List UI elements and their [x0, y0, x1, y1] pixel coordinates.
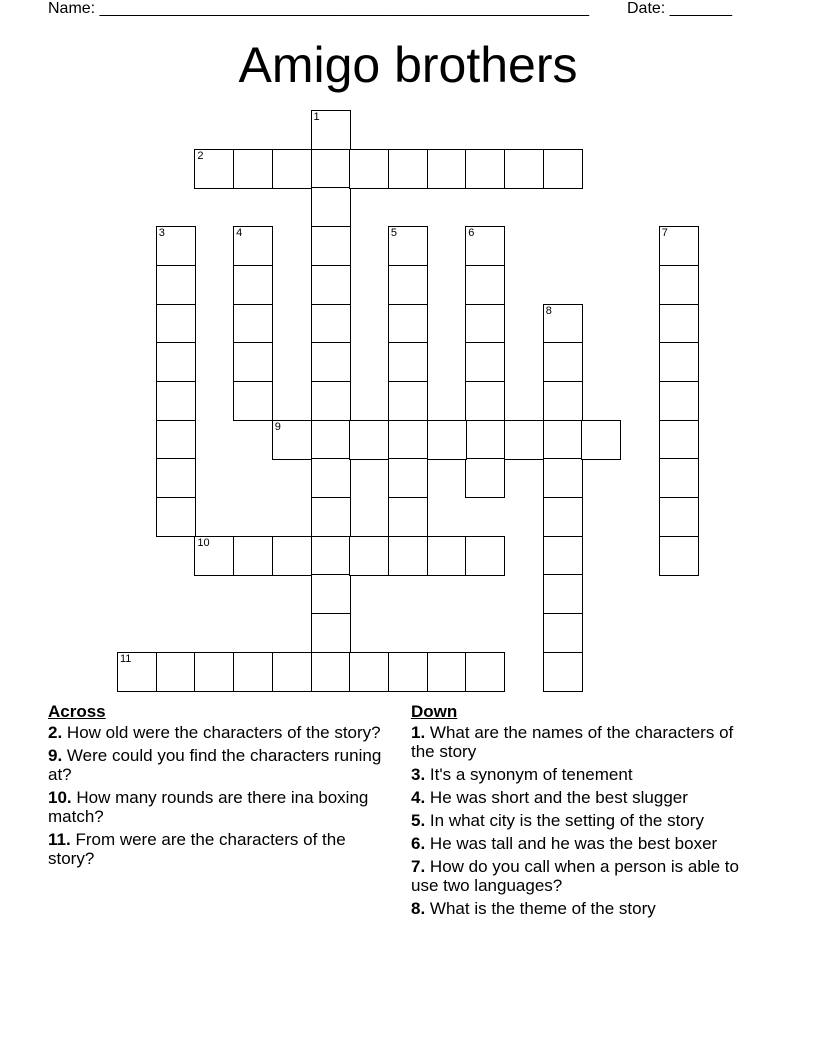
crossword-cell[interactable]: [659, 342, 699, 382]
across-clue: [48, 830, 393, 868]
cell-number: 10: [197, 536, 210, 549]
crossword-cell[interactable]: [272, 652, 312, 692]
crossword-cell[interactable]: [543, 420, 583, 460]
clue-text: He was tall and he was the best boxer: [429, 834, 718, 853]
crossword-cell[interactable]: [504, 420, 544, 460]
crossword-cell[interactable]: [156, 458, 196, 498]
crossword-cell[interactable]: [388, 458, 428, 498]
down-clue: [411, 788, 756, 807]
crossword-cell[interactable]: [388, 342, 428, 382]
crossword-cell[interactable]: [272, 536, 312, 576]
crossword-cell[interactable]: [388, 149, 428, 189]
clue-number: 11.: [48, 830, 71, 849]
crossword-cell[interactable]: [311, 342, 351, 382]
crossword-cell[interactable]: [272, 420, 312, 460]
crossword-cell[interactable]: [194, 149, 234, 189]
across-clue-list: [48, 723, 393, 868]
crossword-cell[interactable]: [349, 536, 389, 576]
crossword-cell[interactable]: [311, 497, 351, 537]
crossword-cell[interactable]: [659, 265, 699, 305]
crossword-cell[interactable]: [427, 149, 467, 189]
crossword-cell[interactable]: [194, 652, 234, 692]
crossword-cell[interactable]: [581, 420, 621, 460]
crossword-cell[interactable]: [233, 304, 273, 344]
crossword-cell[interactable]: [311, 110, 351, 150]
cell-number: 5: [390, 227, 398, 240]
crossword-cell[interactable]: [659, 304, 699, 344]
clue-number: 9.: [48, 746, 63, 765]
crossword-cell[interactable]: [465, 342, 505, 382]
crossword-cell[interactable]: [233, 536, 273, 576]
crossword-cell[interactable]: [427, 420, 467, 460]
crossword-cell[interactable]: [659, 458, 699, 498]
clue-number: 5.: [411, 811, 426, 830]
clue-number: 8.: [411, 899, 426, 918]
across-clue: [48, 746, 393, 784]
crossword-cell[interactable]: [504, 149, 544, 189]
crossword-cell[interactable]: [388, 652, 428, 692]
crossword-cell[interactable]: [233, 381, 273, 421]
crossword-cell[interactable]: [349, 420, 389, 460]
clue-text: What is the theme of the story: [429, 899, 656, 918]
across-heading: Across: [48, 702, 106, 721]
clue-text: How many rounds are there ina boxing match?: [48, 788, 369, 826]
cell-number: 7: [661, 227, 668, 240]
crossword-cell[interactable]: [465, 420, 505, 460]
crossword-cell[interactable]: [543, 497, 583, 537]
clue-number: 7.: [411, 857, 426, 876]
crossword-cell[interactable]: [156, 265, 196, 305]
cell-number: 8: [545, 304, 552, 317]
clue-text: How do you call when a person is able to use two languages?: [411, 857, 739, 895]
down-clue: [411, 811, 756, 830]
crossword-cell[interactable]: [659, 226, 699, 266]
crossword-cell[interactable]: [311, 536, 351, 576]
down-clue: [411, 899, 756, 918]
down-clue: [411, 834, 756, 853]
crossword-cell[interactable]: [194, 536, 234, 576]
crossword-cell[interactable]: [465, 265, 505, 305]
cell-number: 2: [197, 149, 204, 162]
down-heading: Down: [411, 702, 458, 721]
crossword-cell[interactable]: [388, 304, 428, 344]
crossword-cell[interactable]: [156, 342, 196, 382]
across-clue: [48, 788, 393, 826]
clue-number: 4.: [411, 788, 426, 807]
crossword-cell[interactable]: [233, 226, 273, 266]
crossword-cell[interactable]: [388, 265, 428, 305]
date-field-label: Date: _______: [627, 0, 732, 17]
crossword-cell[interactable]: [465, 536, 505, 576]
crossword-cell[interactable]: [465, 381, 505, 421]
crossword-cell[interactable]: [543, 458, 583, 498]
crossword-cell[interactable]: [156, 497, 196, 537]
crossword-cell[interactable]: [543, 381, 583, 421]
crossword-cell[interactable]: [465, 652, 505, 692]
crossword-cell[interactable]: [311, 652, 351, 692]
clue-text: In what city is the setting of the story: [429, 811, 704, 830]
clue-text: He was short and the best slugger: [429, 788, 688, 807]
crossword-cell[interactable]: [543, 652, 583, 692]
cell-number: 11: [120, 652, 132, 665]
down-clue: [411, 765, 756, 784]
clue-number: 2.: [48, 723, 63, 742]
cell-number: 1: [313, 111, 320, 123]
crossword-cell[interactable]: [156, 381, 196, 421]
crossword-cell[interactable]: [465, 304, 505, 344]
crossword-cell[interactable]: [272, 149, 312, 189]
crossword-cell[interactable]: [543, 613, 583, 653]
crossword-cell[interactable]: [465, 226, 505, 266]
cell-number: 6: [468, 227, 475, 240]
crossword-cell[interactable]: [117, 652, 157, 692]
down-clue-list: [411, 723, 756, 918]
crossword-cell[interactable]: [156, 226, 196, 266]
crossword-cell[interactable]: [311, 574, 351, 614]
clue-text: From were are the characters of the story?: [48, 830, 346, 868]
header: [48, 0, 748, 20]
clue-text: Were could you find the characters runing at?: [48, 746, 382, 784]
clue-number: 3.: [411, 765, 426, 784]
clue-text: How old were the characters of the story?: [66, 723, 381, 742]
crossword-cell[interactable]: [388, 381, 428, 421]
crossword-cell[interactable]: [659, 497, 699, 537]
crossword-cell[interactable]: [659, 420, 699, 460]
clue-text: What are the names of the characters of the story: [411, 723, 734, 761]
crossword-cell[interactable]: [543, 342, 583, 382]
crossword-cell[interactable]: [427, 536, 467, 576]
crossword-cell[interactable]: [156, 304, 196, 344]
crossword-cell[interactable]: [465, 149, 505, 189]
page-title: Amigo brothers: [238, 37, 578, 93]
crossword-cell[interactable]: [311, 381, 351, 421]
crossword-cell[interactable]: [388, 420, 428, 460]
crossword-cell[interactable]: [349, 149, 389, 189]
clue-number: 6.: [411, 834, 426, 853]
crossword-cell[interactable]: [388, 226, 428, 266]
crossword-cell[interactable]: [233, 342, 273, 382]
crossword-cell[interactable]: [311, 149, 351, 189]
crossword-cell[interactable]: [543, 536, 583, 576]
down-clues-column: [411, 700, 756, 922]
crossword-cell[interactable]: [233, 265, 273, 305]
crossword-cell[interactable]: [659, 536, 699, 576]
crossword-cell[interactable]: [233, 149, 273, 189]
crossword-cell[interactable]: [543, 149, 583, 189]
across-clues-column: [48, 700, 393, 872]
down-clue: [411, 723, 756, 761]
crossword-cell[interactable]: [543, 574, 583, 614]
crossword-cell[interactable]: [311, 304, 351, 344]
crossword-cell[interactable]: [311, 458, 351, 498]
crossword-cell[interactable]: [311, 613, 351, 653]
cell-number: 4: [236, 227, 243, 240]
crossword-cell[interactable]: [659, 381, 699, 421]
crossword-cell[interactable]: [388, 536, 428, 576]
crossword-cell[interactable]: [311, 226, 351, 266]
down-clue: [411, 857, 756, 895]
across-clue: [48, 723, 393, 742]
crossword-cell[interactable]: [311, 187, 351, 227]
clue-number: 1.: [411, 723, 426, 742]
crossword-cell[interactable]: [388, 497, 428, 537]
crossword-cell[interactable]: [465, 458, 505, 498]
clue-number: 10.: [48, 788, 72, 807]
cell-number: 9: [274, 420, 281, 433]
crossword-cell[interactable]: [349, 652, 389, 692]
crossword-cell[interactable]: [311, 265, 351, 305]
crossword-cell[interactable]: [311, 420, 351, 460]
crossword-cell[interactable]: [156, 652, 196, 692]
crossword-cell[interactable]: [543, 304, 583, 344]
clue-text: It's a synonym of tenement: [429, 765, 633, 784]
crossword-cell[interactable]: [427, 652, 467, 692]
crossword-cell[interactable]: [233, 652, 273, 692]
name-field-label: Name: _______________________________________________________: [48, 0, 589, 17]
crossword-cell[interactable]: [156, 420, 196, 460]
cell-number: 3: [158, 227, 165, 240]
